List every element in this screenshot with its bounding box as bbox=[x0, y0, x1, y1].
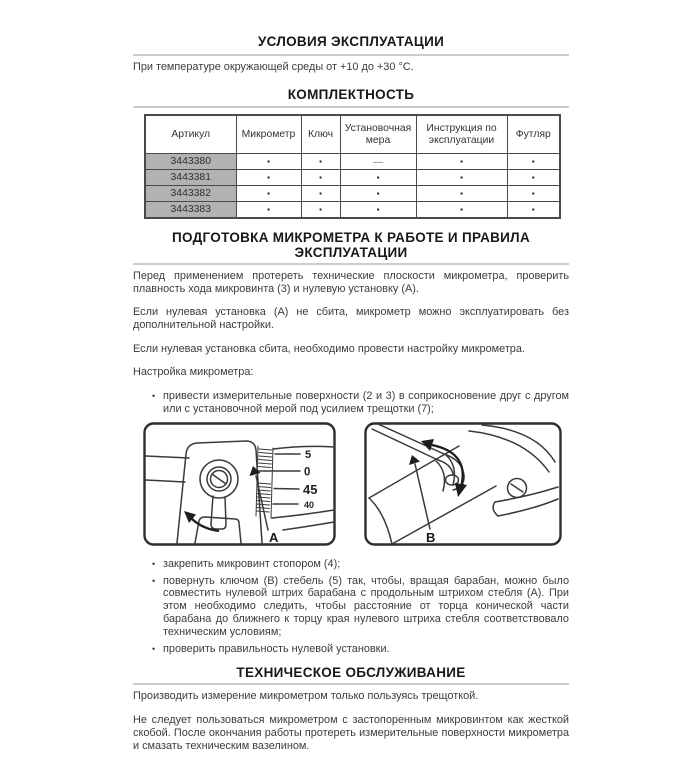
article-number: 3443383 bbox=[145, 202, 236, 218]
section-divider bbox=[133, 263, 569, 265]
article-number: 3443381 bbox=[145, 170, 236, 186]
included-mark: ▪ bbox=[340, 186, 416, 202]
preparation-paragraph: Если нулевая установка (А) не сбита, микрометр можно эксплуатировать без дополнительной настройки. bbox=[133, 306, 569, 332]
included-mark: ▪ bbox=[416, 186, 507, 202]
section-title-preparation: ПОДГОТОВКА МИКРОМЕТРА К РАБОТЕ И ПРАВИЛА ЭКСПЛУАТАЦИИ bbox=[171, 229, 530, 260]
preparation-paragraph: Перед применением протереть технические плоскости микрометра, проверить плавность хода микровинта (3) и нулевую установку (А). bbox=[133, 269, 569, 295]
list-item bbox=[133, 575, 569, 639]
list-item-text: закрепить микровинт стопором (4); bbox=[163, 557, 341, 570]
included-mark: ▪ bbox=[340, 170, 416, 186]
figure-zero-setting bbox=[143, 422, 336, 551]
table-row bbox=[145, 186, 560, 202]
list-item bbox=[133, 390, 569, 416]
col-header-article: Артикул bbox=[145, 115, 236, 154]
list-item-text: проверить правильность нулевой установки. bbox=[163, 642, 390, 655]
article-number: 3443382 bbox=[145, 186, 236, 202]
conditions-text: При температуре окружающей среды от +10 до +30 °С. bbox=[133, 61, 414, 73]
included-mark: ▪ bbox=[416, 202, 507, 218]
preparation-paragraph: Если нулевая установка сбита, необходимо провести настройку микрометра. bbox=[133, 342, 525, 355]
section-title-conditions: УСЛОВИЯ ЭКСПЛУАТАЦИИ bbox=[257, 34, 445, 49]
table-row bbox=[145, 202, 560, 218]
col-header-manual: Инструкция по эксплуатации bbox=[416, 115, 507, 154]
table-row bbox=[145, 170, 560, 186]
article-number: 3443380 bbox=[145, 154, 236, 170]
figure-stem-adjustment bbox=[364, 422, 562, 551]
included-mark: ▪ bbox=[236, 202, 301, 218]
included-mark: ▪ bbox=[301, 154, 340, 170]
section-divider bbox=[133, 106, 569, 108]
list-item-text: привести измерительные поверхности (2 и 3) в соприкосновение друг с другом или с установочной мерой под усилием трещотки (7); bbox=[163, 390, 569, 415]
col-header-setting-gauge: Установочная мера bbox=[340, 115, 416, 154]
included-mark: ▪ bbox=[301, 170, 340, 186]
bullet-marker: • bbox=[152, 391, 156, 402]
included-mark: ▪ bbox=[340, 202, 416, 218]
col-header-case: Футляр bbox=[507, 115, 560, 154]
included-mark: ▪ bbox=[507, 186, 560, 202]
col-header-key: Ключ bbox=[301, 115, 340, 154]
figure-label-b: В bbox=[426, 529, 436, 545]
bullet-marker: • bbox=[152, 558, 156, 569]
completeness-table bbox=[144, 114, 561, 219]
section-divider bbox=[133, 683, 569, 685]
included-mark: ▪ bbox=[236, 170, 301, 186]
page-content bbox=[133, 0, 569, 763]
scale-number-5: 5 bbox=[305, 448, 312, 461]
included-mark: ▪ bbox=[301, 202, 340, 218]
included-mark: ▪ bbox=[236, 186, 301, 202]
section-title-maintenance: ТЕХНИЧЕСКОЕ ОБСЛУЖИВАНИЕ bbox=[236, 665, 466, 681]
table-row bbox=[145, 154, 560, 170]
section-divider bbox=[133, 54, 569, 56]
list-item-text: повернуть ключом (В) стебель (5) так, чтобы, вращая барабан, можно было совместить нулевой штрих барабана с продольным штрихом стебля (А). При этом необходимо следить, чтобы расстояние от торца конической части барабана до ближнего к торцу края нулевого штриха стебля соответствовало техническим условиям; bbox=[163, 574, 569, 638]
micrometer-thimble-figure bbox=[143, 422, 336, 546]
maintenance-paragraph: Производить измерение микрометром только пользуясь трещоткой. bbox=[133, 690, 479, 703]
included-mark: ▪ bbox=[416, 170, 507, 186]
preparation-paragraph: Настройка микрометра: bbox=[133, 366, 254, 379]
list-item bbox=[133, 558, 569, 571]
figure-label-a: А bbox=[269, 529, 279, 545]
scale-number-40: 40 bbox=[304, 499, 315, 510]
not-included-mark: — bbox=[340, 154, 416, 170]
included-mark: ▪ bbox=[507, 202, 560, 218]
bullet-marker: • bbox=[152, 643, 156, 654]
included-mark: ▪ bbox=[236, 154, 301, 170]
figures-row bbox=[143, 422, 569, 551]
scale-number-45: 45 bbox=[303, 481, 318, 497]
included-mark: ▪ bbox=[507, 170, 560, 186]
bullet-marker: • bbox=[152, 575, 156, 586]
included-mark: ▪ bbox=[301, 186, 340, 202]
micrometer-wrench-figure bbox=[364, 422, 562, 546]
table-header-row bbox=[145, 115, 560, 154]
scale-number-0: 0 bbox=[304, 466, 311, 479]
col-header-micrometer: Микрометр bbox=[236, 115, 301, 154]
list-item bbox=[133, 643, 569, 656]
included-mark: ▪ bbox=[416, 154, 507, 170]
section-title-completeness: КОМПЛЕКТНОСТЬ bbox=[287, 86, 415, 102]
maintenance-paragraph: Не следует пользоваться микрометром с застопоренным микровинтом как жесткой скобой. После окончания работы протереть измерительные поверхности микрометра и смазать техническим вазелином. bbox=[133, 714, 569, 752]
included-mark: ▪ bbox=[507, 154, 560, 170]
